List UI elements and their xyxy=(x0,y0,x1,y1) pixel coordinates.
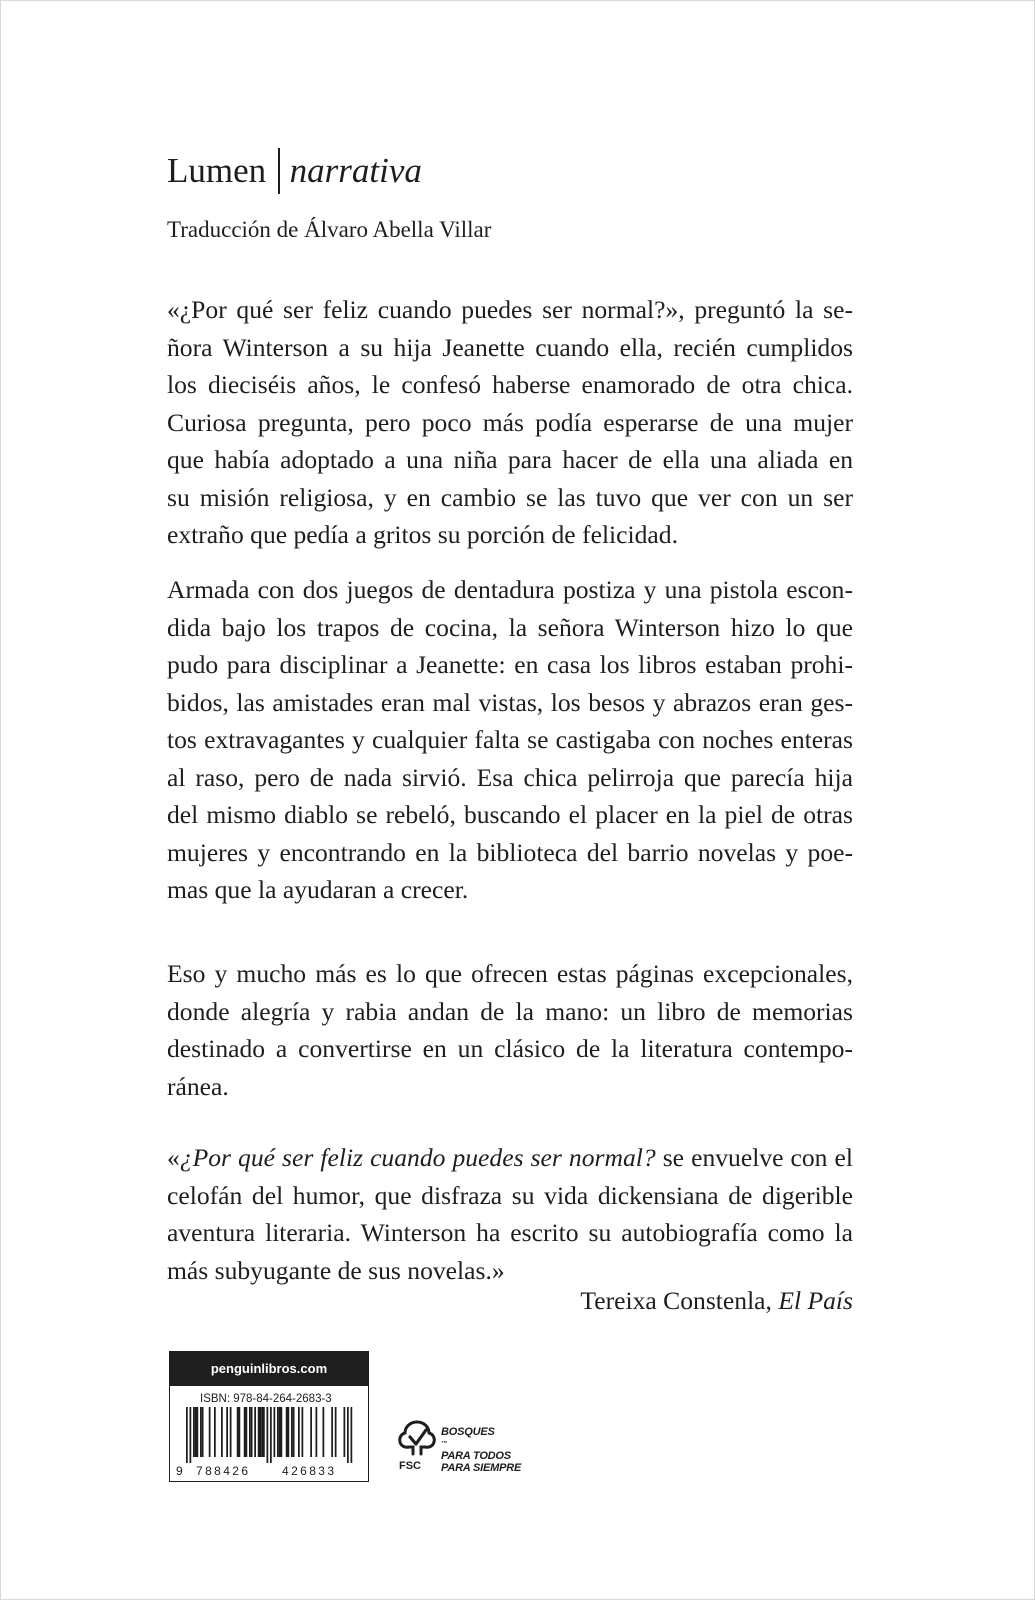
open-quote: « xyxy=(167,1143,180,1172)
barcode-bar xyxy=(195,1407,197,1457)
barcode-bar xyxy=(347,1407,349,1463)
text-line: más subyugante de sus novelas.» xyxy=(167,1255,505,1285)
text-line: tos extravagantes y cualquier falta se castigaba con noches enteras xyxy=(167,725,853,754)
text-line: del mismo diablo se rebeló, buscando el placer en la piel de otras xyxy=(167,800,853,829)
text-line: ránea. xyxy=(167,1071,229,1101)
barcode-bar xyxy=(316,1407,318,1457)
barcode-bar xyxy=(344,1407,346,1457)
barcode-bar xyxy=(226,1407,228,1457)
barcode-bar xyxy=(267,1407,269,1463)
barcode-bar xyxy=(331,1407,333,1457)
text-line: destinado a convertirse en un clásico de la literatura contempo- xyxy=(167,1034,853,1063)
text-line: su misión religiosa, y en cambio se las tuvo que ver con un ser xyxy=(167,482,853,512)
text-line: celofán del humor, que disfraza su vida dickensiana de digerible xyxy=(167,1180,853,1210)
barcode-bar xyxy=(200,1407,202,1457)
text-line: al raso, pero de nada sirvió. Esa chica pelirroja que parecía hija xyxy=(167,762,853,792)
text-run: se envuelve con el xyxy=(655,1143,853,1172)
barcode-bar xyxy=(193,1407,195,1457)
barcode-bar xyxy=(323,1407,325,1457)
barcode-bar xyxy=(263,1407,265,1457)
publisher-brand xyxy=(167,148,422,194)
barcode-bar xyxy=(261,1407,263,1457)
blurb-paragraph-1 xyxy=(167,291,853,554)
collection-name: narrativa xyxy=(289,151,422,190)
barcode-bar xyxy=(310,1407,312,1457)
press-review-quote xyxy=(167,1139,853,1289)
text-line xyxy=(167,1139,853,1177)
fsc-logo xyxy=(395,1418,545,1478)
barcode-bar xyxy=(335,1407,337,1457)
barcode-bar xyxy=(293,1407,295,1457)
text-line: pudo para disciplinar a Jeanette: en casa los libros estaban prohi- xyxy=(167,650,853,679)
barcode-bar xyxy=(302,1407,304,1457)
text-line: dida bajo los trapos de cocina, la señora Winterson hizo lo que xyxy=(167,612,853,642)
barcode-bar xyxy=(270,1407,272,1463)
publisher-website: penguinlibros.com xyxy=(170,1352,368,1386)
barcode-bar xyxy=(254,1407,256,1457)
barcode-digit-first: 9 xyxy=(176,1464,183,1478)
fsc-label: FSC xyxy=(399,1460,421,1472)
brand-divider xyxy=(278,148,280,194)
barcode-bar xyxy=(246,1407,248,1457)
tagline-line: BOSQUES xyxy=(441,1426,495,1438)
text-line: extraño que pedía a gritos su porción de felicidad. xyxy=(167,520,678,549)
barcode-bar xyxy=(288,1407,290,1457)
barcode-bar xyxy=(351,1407,353,1463)
text-line: «¿Por qué ser feliz cuando puedes ser normal?», preguntó la se- xyxy=(167,295,853,324)
barcode-image xyxy=(170,1407,367,1463)
barcode-bar xyxy=(277,1407,279,1457)
tree-check-icon xyxy=(395,1418,439,1462)
isbn-number: ISBN: 978-84-264-2683-3 xyxy=(200,1393,332,1405)
tagline-line: PARA TODOS xyxy=(441,1450,511,1462)
text-line: Curiosa pregunta, pero poco más podía esperarse de una mujer xyxy=(167,407,853,437)
text-line: aventura literaria. Winterson ha escrito su autobiografía como la xyxy=(167,1218,853,1247)
barcode-bar xyxy=(251,1407,253,1457)
barcode-bar xyxy=(239,1407,241,1457)
tagline-line: PARA SIEMPRE xyxy=(441,1462,522,1474)
blurb-paragraph-3 xyxy=(167,955,853,1105)
text-line: mujeres y encontrando en la biblioteca del barrio novelas y poe- xyxy=(167,837,853,867)
translator-credit: Traducción de Álvaro Abella Villar xyxy=(167,217,492,242)
barcode-bar xyxy=(279,1407,281,1457)
barcode-bar xyxy=(186,1407,188,1463)
barcode-bar xyxy=(197,1407,199,1457)
review-attribution xyxy=(580,1282,853,1319)
text-line: donde alegría y rabia andan de la mano: un libro de memorias xyxy=(167,996,853,1026)
barcode-bar xyxy=(209,1407,211,1457)
barcode-digits-right: 426833 xyxy=(282,1464,337,1478)
text-line: bidos, las amistades eran mal vistas, los besos y abrazos eran ges- xyxy=(167,687,853,717)
barcode-bar xyxy=(249,1407,251,1457)
text-line: que había adoptado a una niña para hacer de ella una aliada en xyxy=(167,445,853,474)
trademark-mark: ™ xyxy=(441,1441,447,1447)
barcode-bar xyxy=(202,1407,204,1457)
text-line: Eso y mucho más es lo que ofrecen estas páginas excepcionales, xyxy=(167,959,853,988)
barcode-bar xyxy=(281,1407,283,1457)
review-source: El País xyxy=(778,1286,853,1315)
blurb-paragraph-2 xyxy=(167,571,853,909)
barcode-bar xyxy=(244,1407,246,1457)
text-line: ñora Winterson a su hija Jeanette cuando ella, recién cumplidos xyxy=(167,332,853,362)
text-line: mas que la ayudaran a crecer. xyxy=(167,875,469,904)
fsc-tagline xyxy=(441,1426,521,1474)
quoted-book-title: ¿Por qué ser feliz cuando puedes ser normal? xyxy=(179,1143,656,1172)
barcode-bar xyxy=(214,1407,216,1457)
barcode-bar xyxy=(230,1407,232,1457)
barcode-bar xyxy=(258,1407,260,1457)
barcode-digits-left: 788426 xyxy=(196,1464,251,1478)
barcode-bar xyxy=(260,1407,262,1457)
barcode-bar xyxy=(286,1407,288,1457)
text-line: Armada con dos juegos de dentadura postiza y una pistola escon- xyxy=(167,575,853,604)
publisher-name: Lumen xyxy=(167,151,267,190)
barcode-bar xyxy=(237,1407,239,1457)
isbn-barcode-box xyxy=(169,1351,369,1482)
review-author: Tereixa Constenla, xyxy=(580,1286,779,1315)
barcode-bar xyxy=(274,1407,276,1457)
text-line: los dieciséis años, le confesó haberse enamorado de otra chica. xyxy=(167,370,853,399)
barcode-bar xyxy=(291,1407,293,1457)
barcode-bar xyxy=(221,1407,223,1457)
barcode-bar xyxy=(190,1407,192,1463)
barcode-bar xyxy=(298,1407,300,1457)
